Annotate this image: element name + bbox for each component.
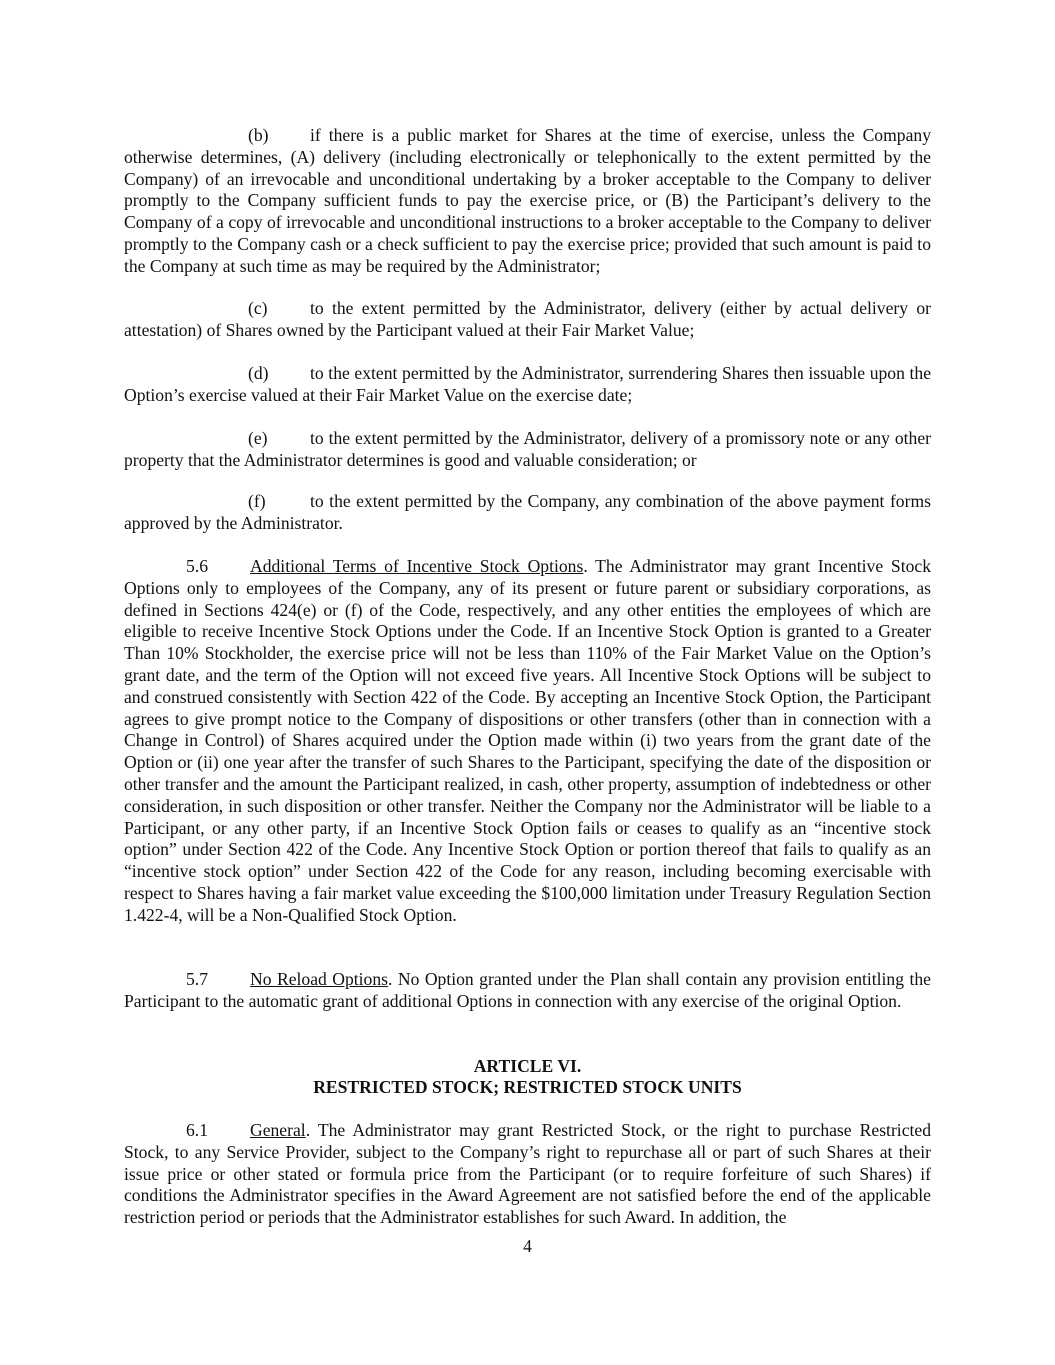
article-title: RESTRICTED STOCK; RESTRICTED STOCK UNITS (313, 1077, 742, 1097)
section-title: Additional Terms of Incentive Stock Options (250, 556, 584, 576)
paragraph-number: (c) (248, 298, 268, 318)
section-6-1 (124, 1120, 931, 1229)
section-text: . The Administrator may grant Incentive Stock Options only to employees of the Company, any of its present or future parent or subsidiary corporations, as defined in Sections 424(e) or (f) of the Code, respectively, and any other entities the employees of which are eligible to receive Incentive Stock Options under the Code. If an Incentive Stock Option is granted to a Greater Than 10% Stockholder, the exercise price will not be less than 110% of the Fair Market Value on the Option’s grant date, and the term of the Option will not exceed five years. All Incentive Stock Options will be subject to and construed consistently with Section 422 of the Code. By accepting an Incentive Stock Option, the Participant agrees to give prompt notice to the Company of dispositions or other transfers (other than in connection with a Change in Control) of Shares acquired under the Option made within (i) two years from the grant date of the Option or (ii) one year after the transfer of such Shares to the Participant, specifying the date of the disposition or other transfer and the amount the Participant realized, in cash, other property, assumption of indebtedness or other consideration, in such disposition or other transfer. Neither the Company nor the Administrator will be liable to a Participant, or any other party, if an Incentive Stock Option fails or ceases to qualify as an “incentive stock option” under Section 422 of the Code. Any Incentive Stock Option or portion thereof that fails to qualify as an “incentive stock option” under Section 422 of the Code for any reason, including becoming exercisable with respect to Shares having a fair market value exceeding the $100,000 limitation under Treasury Regulation Section 1.422-4, will be a Non-Qualified Stock Option. (124, 556, 931, 925)
paragraph-number: (f) (248, 491, 266, 511)
page-number: 4 (523, 1236, 532, 1256)
paragraph-text: to the extent permitted by the Administrator, delivery of a promissory note or any other property that the Administrator determines is good and valuable consideration; or (124, 428, 931, 470)
paragraph-number: (b) (248, 125, 269, 145)
paragraph-number: (e) (248, 428, 268, 448)
paragraph-f (124, 491, 931, 535)
paragraph-text: if there is a public market for Shares at the time of exercise, unless the Company otherwise determines, (A) delivery (including electronically or telephonically to the extent permitted by the Company) of an irrevocable and unconditional undertaking by a broker acceptable to the Company to deliver promptly to the Company sufficient funds to pay the exercise price, or (B) the Participant’s delivery to the Company of a copy of irrevocable and unconditional instructions to a broker acceptable to the Company to deliver promptly to the Company cash or a check sufficient to pay the exercise price; provided that such amount is paid to the Company at such time as may be required by the Administrator; (124, 125, 931, 276)
paragraph-d (124, 363, 931, 407)
paragraph-c (124, 298, 931, 342)
section-number: 6.1 (186, 1120, 208, 1140)
paragraph-text: to the extent permitted by the Administrator, delivery (either by actual delivery or attestation) of Shares owned by the Participant valued at their Fair Market Value; (124, 298, 931, 340)
section-5-7 (124, 969, 931, 1013)
paragraph-text: to the extent permitted by the Company, any combination of the above payment forms approved by the Administrator. (124, 491, 931, 533)
section-text: . No Option granted under the Plan shall contain any provision entitling the Participant to the automatic grant of additional Options in connection with any exercise of the original Option. (124, 969, 931, 1011)
paragraph-text: to the extent permitted by the Administrator, surrendering Shares then issuable upon the Option’s exercise valued at their Fair Market Value on the exercise date; (124, 363, 931, 405)
paragraph-number: (d) (248, 363, 269, 383)
paragraph-b (124, 125, 931, 278)
section-text: . The Administrator may grant Restricted Stock, or the right to purchase Restricted Stock, to any Service Provider, subject to the Company’s right to repurchase all or part of such Shares at their issue price or other stated or formula price from the Participant (or to require forfeiture of such Shares) if conditions the Administrator specifies in the Award Agreement are not satisfied before the end of the applicable restriction period or periods that the Administrator establishes for such Award. In addition, the (124, 1120, 931, 1228)
section-title: General (250, 1120, 306, 1140)
section-title: No Reload Options (250, 969, 388, 989)
paragraph-e (124, 428, 931, 472)
section-number: 5.7 (186, 969, 208, 989)
article-number: ARTICLE VI. (473, 1056, 582, 1076)
section-5-6 (124, 556, 931, 927)
section-number: 5.6 (186, 556, 208, 576)
